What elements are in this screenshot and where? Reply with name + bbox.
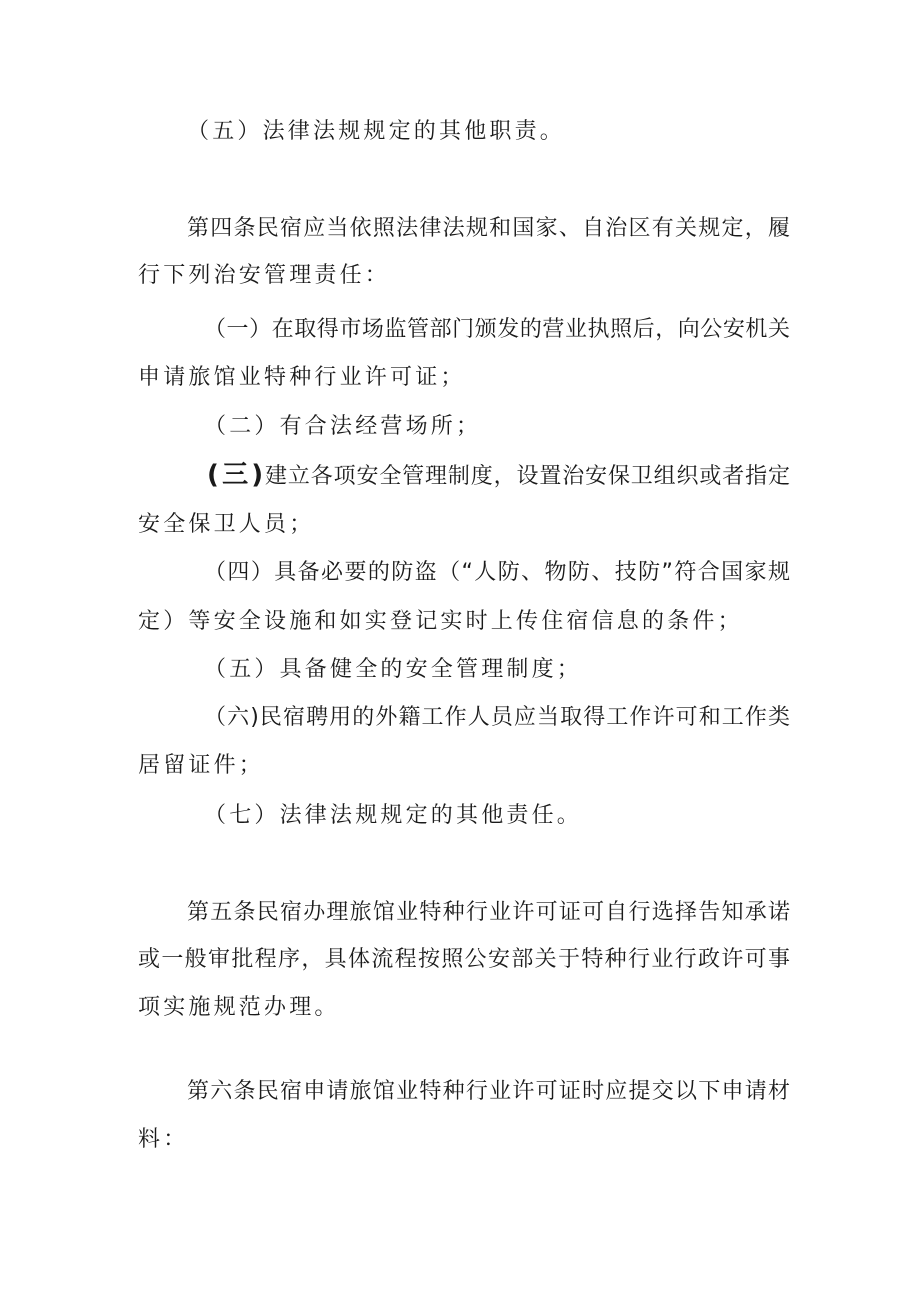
article4-item2: （二）有合法经营场所； bbox=[204, 414, 482, 439]
article4-item1-line2: 申请旅馆业特种行业许可证； bbox=[138, 365, 466, 390]
article5-line1: 第五条民宿办理旅馆业特种行业许可证可自行选择告知承诺 bbox=[187, 900, 790, 925]
article4-item3-number: (三) bbox=[207, 460, 267, 490]
article4-item1-line1: （一）在取得市场监管部门颁发的营业执照后，向公安机关 bbox=[204, 317, 790, 342]
article4-item7: （七）法律法规规定的其他责任。 bbox=[204, 803, 583, 828]
article6-line2: 料： bbox=[138, 1127, 189, 1152]
article6-line1: 第六条民宿申请旅馆业特种行业许可证时应提交以下申请材 bbox=[187, 1079, 790, 1104]
article4-item4-line1: （四）具备必要的防盗（“人防、物防、技防”符合国家规 bbox=[204, 560, 790, 585]
article5-line2: 或一般审批程序，具体流程按照公安部关于特种行业行政许可事 bbox=[138, 947, 790, 972]
article4-item3-line1: 建立各项安全管理制度，设置治安保卫组织或者指定 bbox=[265, 464, 790, 489]
article3-item5: （五）法律法规规定的其他职责。 bbox=[187, 119, 566, 144]
article4-item3-line2: 安全保卫人员； bbox=[138, 512, 315, 537]
article4-line1: 第四条民宿应当依照法律法规和国家、自治区有关规定，履 bbox=[187, 216, 790, 241]
article4-item4-line2: 定）等安全设施和如实登记实时上传住宿信息的条件； bbox=[138, 609, 743, 634]
article4-line2: 行下列治安管理责任： bbox=[138, 263, 391, 288]
article5-line3: 项实施规范办理。 bbox=[138, 995, 340, 1020]
article4-item6-line2: 居留证件； bbox=[138, 753, 265, 778]
article4-item5: （五）具备健全的安全管理制度； bbox=[204, 657, 583, 682]
article4-item6-line1: （六)民宿聘用的外籍工作人员应当取得工作许可和工作类 bbox=[204, 705, 790, 730]
